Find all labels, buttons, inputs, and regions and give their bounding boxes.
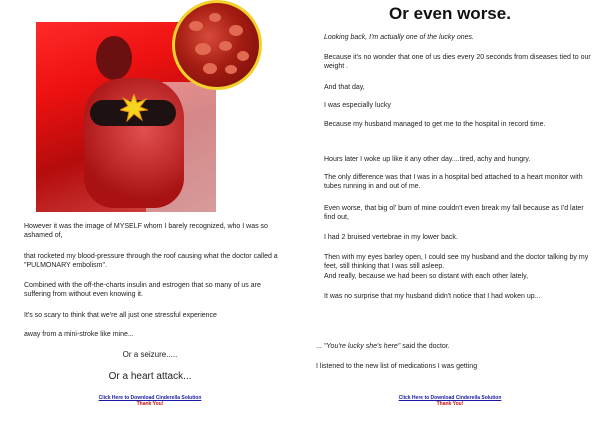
left-paragraph-5: away from a mini-stroke like mine... — [24, 331, 134, 338]
download-link[interactable]: Click Here to Download Cinderella Solution — [98, 395, 202, 401]
left-paragraph-4: It's so scary to think that we're all just one stressful experience — [24, 312, 217, 319]
quote-prefix: ... — [316, 343, 324, 350]
left-paragraph-2: that rocketed my blood-pressure through the roof causing what the doctor called a "PULMONARY embolism". — [24, 253, 278, 270]
right-paragraph-6: Hours later I woke up like it any other day....tired, achy and hungry. — [324, 156, 531, 163]
photo-figure-head — [96, 36, 132, 80]
right-paragraph-10a: Then with my eyes barley open, I could see my husband and the doctor talking by my feet, still thinking that I was still asleep. — [324, 254, 589, 271]
left-download-block — [0, 395, 300, 407]
page-title: Or even worse. — [389, 4, 511, 23]
doctor-quote: "You're lucky she's here" — [323, 343, 401, 350]
right-paragraph-2: Because it's no wonder that one of us dies every 20 seconds from diseases tied to our weight . — [324, 54, 591, 71]
right-paragraph-1: Looking back, I'm actually one of the lucky ones. — [324, 34, 474, 41]
starburst-icon — [120, 94, 148, 122]
right-paragraph-4: I was especially lucky — [324, 102, 391, 109]
thank-you-text: Thank You! — [136, 401, 164, 407]
right-paragraph-3: And that day, — [324, 84, 365, 91]
right-download-block — [300, 395, 600, 407]
heart-attack-line: Or a heart attack... — [108, 371, 192, 382]
blood-clot-bubble — [172, 0, 262, 90]
right-paragraph-11: It was no surprise that my husband didn't notice that I had woken up... — [324, 293, 541, 300]
thank-you-text: Thank You! — [436, 401, 464, 407]
right-page — [300, 0, 600, 424]
right-paragraph-8: Even worse, that big ol' bum of mine couldn't even break my fall because as I'd later find out, — [324, 205, 584, 222]
right-paragraph-quote — [316, 342, 588, 351]
quote-rest: said the doctor. — [400, 343, 450, 350]
right-paragraph-7: The only difference was that I was in a hospital bed attached to a heart monitor with tubes running in and out of me. — [324, 174, 583, 191]
seizure-line: Or a seizure..... — [122, 350, 178, 359]
right-paragraph-9: I had 2 bruised vertebrae in my lower back. — [324, 234, 458, 241]
left-paragraph-3: Combined with the off-the-charts insulin and estrogen that so many of us are suffering from without even knowing it. — [24, 282, 261, 299]
right-paragraph-10b: And really, because we had been so distant with each other lately, — [324, 273, 529, 280]
right-paragraph-5: Because my husband managed to get me to the hospital in record time. — [324, 121, 546, 128]
left-paragraph-1: However it was the image of MYSELF whom I barely recognized, who I was so ashamed of, — [24, 223, 268, 240]
right-paragraph-12: I listened to the new list of medications I was getting — [316, 363, 478, 370]
download-link[interactable]: Click Here to Download Cinderella Solution — [398, 395, 502, 401]
